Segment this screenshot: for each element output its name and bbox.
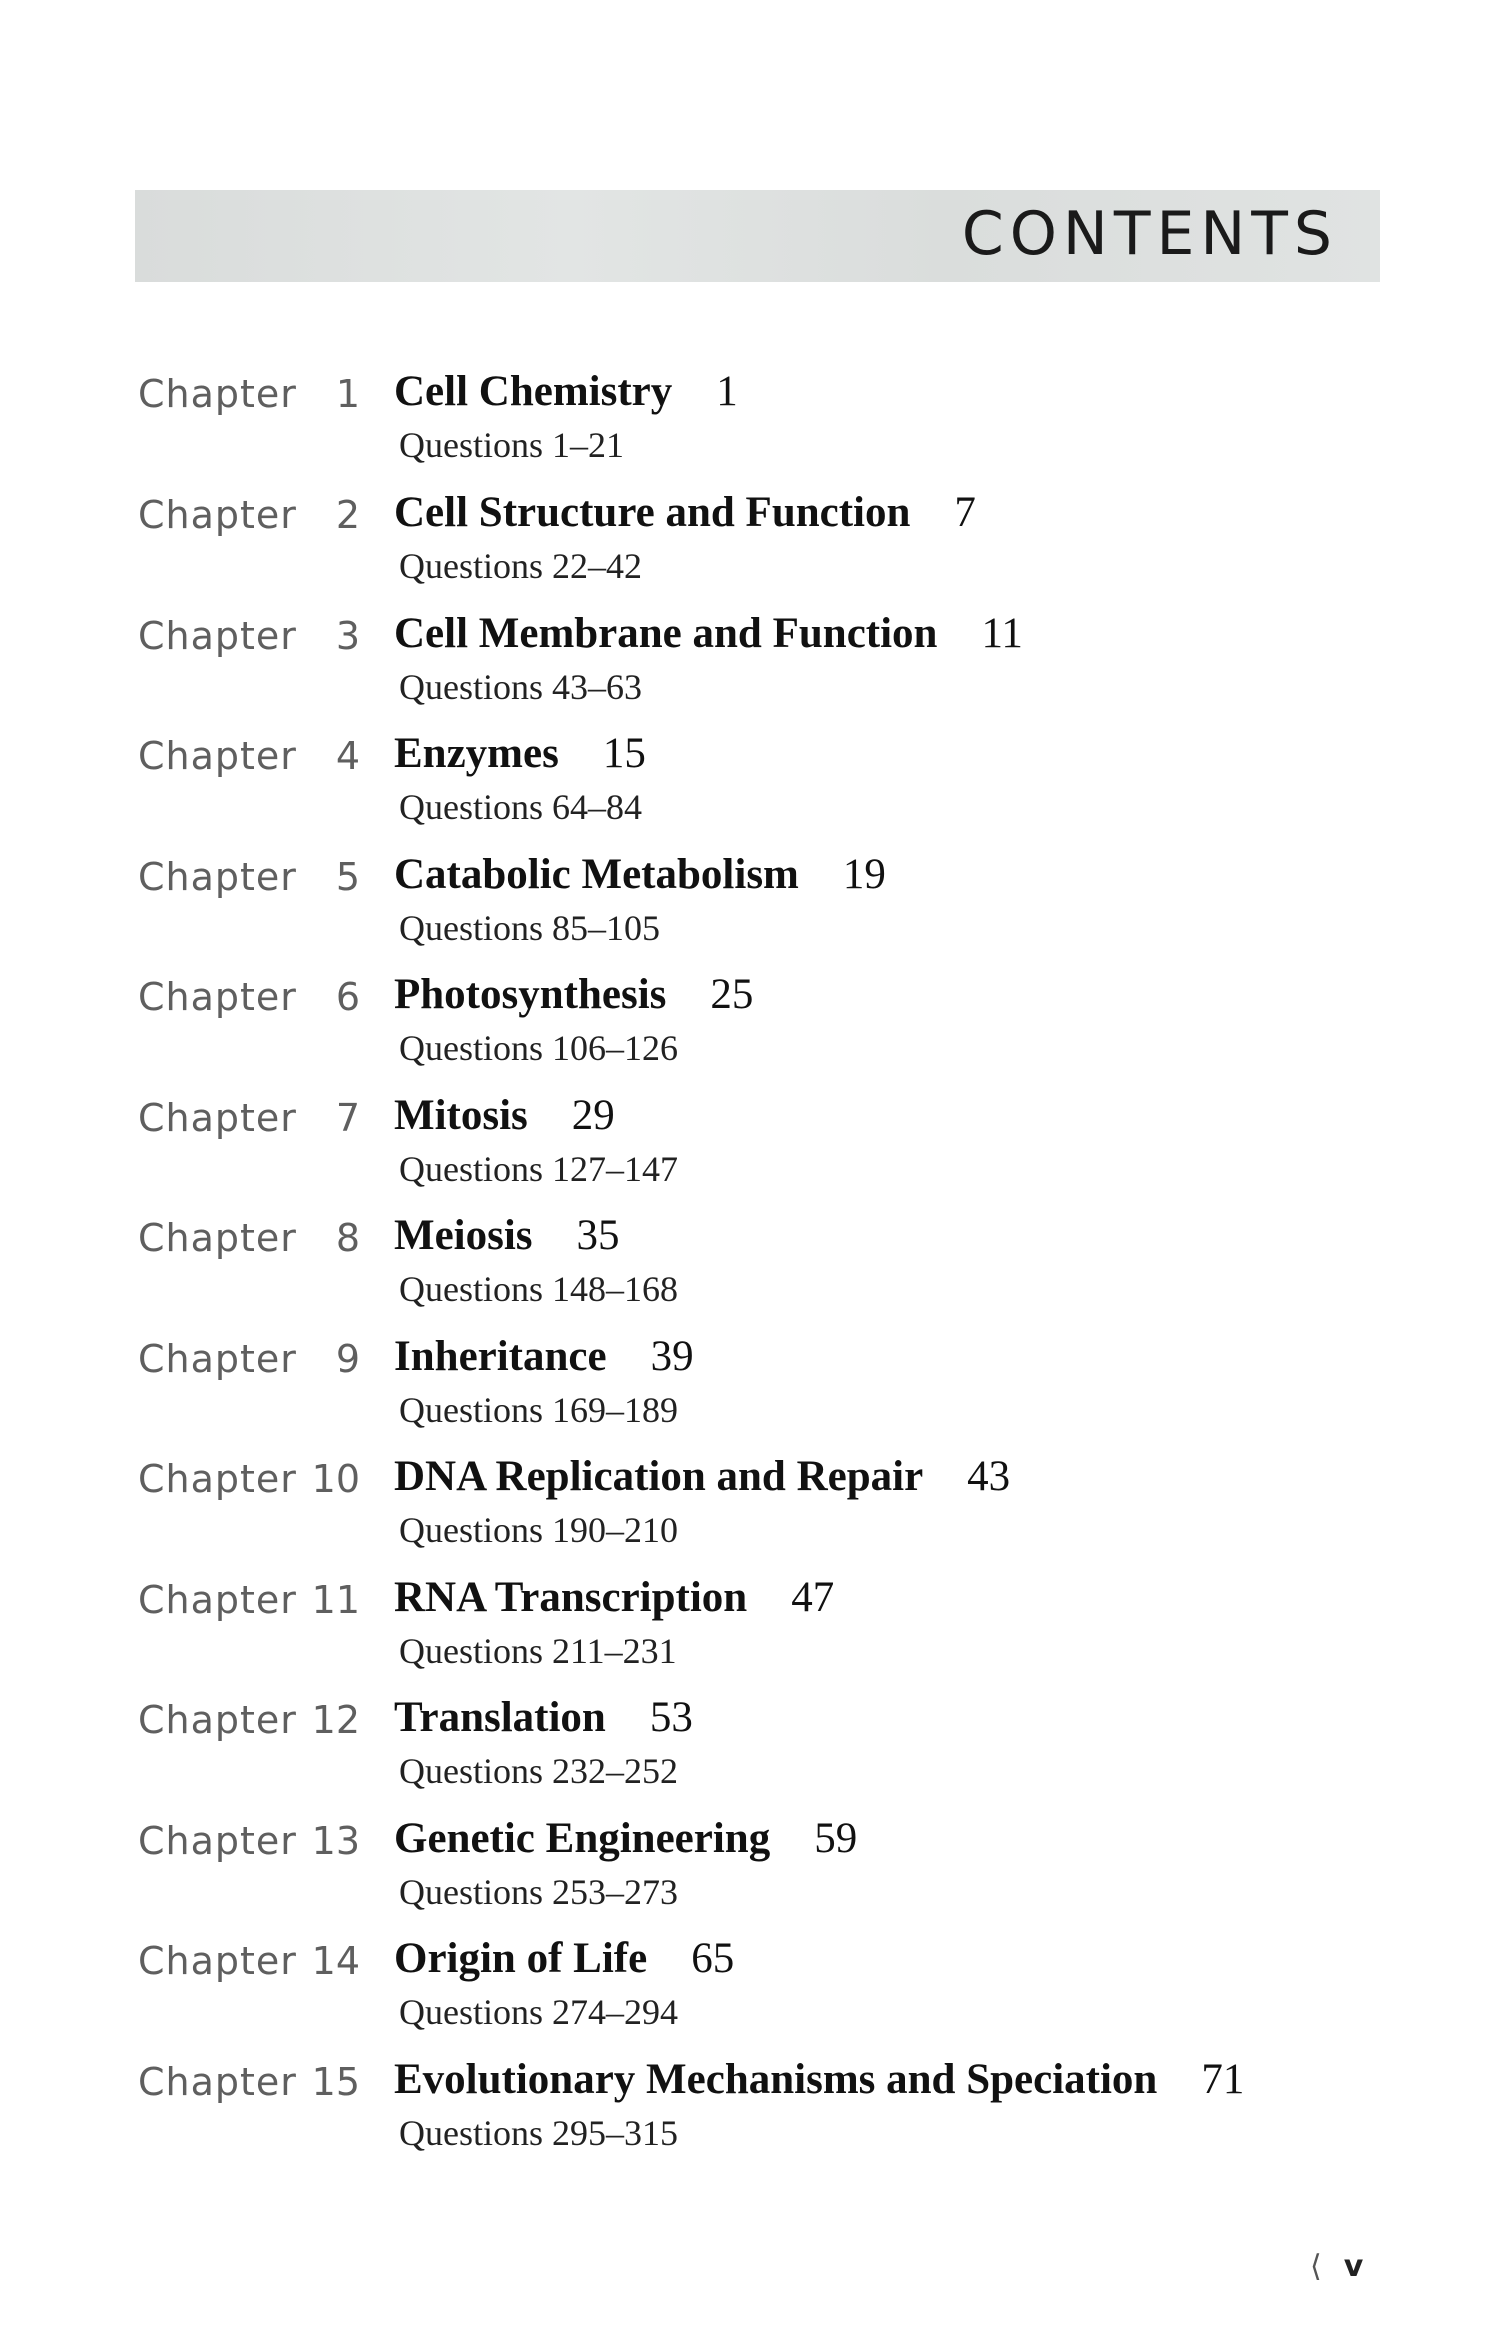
chapter-page-number: 7 <box>954 489 976 536</box>
chapter-page-number: 19 <box>842 851 886 898</box>
toc-entry <box>0 610 1500 724</box>
chapter-label: Chapter <box>138 614 297 658</box>
chapter-title-line <box>394 608 1023 660</box>
chapter-number: 12 <box>311 1698 360 1742</box>
chapter-label: Chapter <box>138 1216 297 1260</box>
chapter-page-number: 11 <box>981 610 1023 657</box>
toc-entry <box>0 2056 1500 2170</box>
chapter-number: 7 <box>335 1096 360 1140</box>
chapter-label: Chapter <box>138 975 297 1019</box>
toc-entry <box>0 971 1500 1085</box>
question-range: Questions 232–252 <box>399 1751 678 1791</box>
chapter-number: 6 <box>335 975 360 1019</box>
question-range: Questions 22–42 <box>399 546 642 586</box>
toc-entry <box>0 1092 1500 1206</box>
chapter-title-line <box>394 1572 834 1624</box>
question-range: Questions 190–210 <box>399 1510 678 1550</box>
chapter-page-number: 47 <box>791 1574 835 1621</box>
toc-entry <box>0 1212 1500 1326</box>
chapter-title: Inheritance <box>394 1333 607 1380</box>
question-range: Questions 106–126 <box>399 1028 678 1068</box>
toc-entry <box>0 1333 1500 1447</box>
chapter-number: 11 <box>311 1578 360 1622</box>
chapter-page-number: 15 <box>602 730 646 777</box>
chapter-number: 13 <box>311 1819 360 1863</box>
toc-entry <box>0 1694 1500 1808</box>
chapter-label: Chapter <box>138 1939 297 1983</box>
chapter-title-line <box>394 366 738 418</box>
chapter-page-number: 1 <box>716 368 738 415</box>
chapter-number: 10 <box>311 1457 360 1501</box>
chapter-label: Chapter <box>138 1337 297 1381</box>
chapter-title: Cell Chemistry <box>394 368 673 415</box>
toc-entry <box>0 368 1500 482</box>
toc-entry <box>0 1935 1500 2049</box>
chapter-page-number: 53 <box>649 1694 693 1741</box>
chapter-title: Cell Membrane and Function <box>394 610 938 657</box>
chapter-title-line <box>394 1090 615 1142</box>
chapter-title: Cell Structure and Function <box>394 489 911 536</box>
chapter-title: Catabolic Metabolism <box>394 851 799 898</box>
contents-header-band <box>135 190 1380 282</box>
chapter-title: Genetic Engineering <box>394 1815 771 1862</box>
chapter-title-line <box>394 1451 1010 1503</box>
question-range: Questions 253–273 <box>399 1872 678 1912</box>
chapter-title-line <box>394 1331 694 1383</box>
chapter-title: DNA Replication and Repair <box>394 1453 924 1500</box>
chapter-title-line <box>394 1813 857 1865</box>
question-range: Questions 148–168 <box>399 1269 678 1309</box>
question-range: Questions 211–231 <box>399 1631 677 1671</box>
chapter-label: Chapter <box>138 2060 297 2104</box>
chapter-number: 9 <box>335 1337 360 1381</box>
chapter-page-number: 39 <box>650 1333 694 1380</box>
chapter-label: Chapter <box>138 493 297 537</box>
chapter-title: Meiosis <box>394 1212 533 1259</box>
chapter-title-line <box>394 2054 1244 2106</box>
chapter-label: Chapter <box>138 855 297 899</box>
chapter-label: Chapter <box>138 372 297 416</box>
page-title: CONTENTS <box>961 199 1338 269</box>
question-range: Questions 274–294 <box>399 1992 678 2032</box>
chapter-page-number: 43 <box>967 1453 1011 1500</box>
chapter-title: Origin of Life <box>394 1935 648 1982</box>
chapter-title-line <box>394 1210 620 1262</box>
chapter-label: Chapter <box>138 1457 297 1501</box>
question-range: Questions 85–105 <box>399 908 660 948</box>
question-range: Questions 169–189 <box>399 1390 678 1430</box>
question-range: Questions 1–21 <box>399 425 624 465</box>
chapter-number: 4 <box>335 734 360 778</box>
chapter-label: Chapter <box>138 1698 297 1742</box>
chapter-number: 15 <box>311 2060 360 2104</box>
chapter-page-number: 29 <box>571 1092 615 1139</box>
chapter-label: Chapter <box>138 1819 297 1863</box>
chapter-title: Mitosis <box>394 1092 528 1139</box>
question-range: Questions 295–315 <box>399 2113 678 2153</box>
toc-entry <box>0 1815 1500 1929</box>
chapter-page-number: 25 <box>710 971 754 1018</box>
chapter-title: Enzymes <box>394 730 559 777</box>
page-folio <box>1310 2249 1364 2284</box>
chapter-number: 14 <box>311 1939 360 1983</box>
toc-entry <box>0 1574 1500 1688</box>
chapter-title: RNA Transcription <box>394 1574 748 1621</box>
chapter-page-number: 71 <box>1201 2056 1245 2103</box>
chapter-title-line <box>394 487 976 539</box>
chapter-page-number: 35 <box>576 1212 620 1259</box>
chapter-title-line <box>394 728 646 780</box>
chapter-label: Chapter <box>138 1096 297 1140</box>
chapter-page-number: 59 <box>814 1815 858 1862</box>
chapter-page-number: 65 <box>691 1935 735 1982</box>
chapter-title-line <box>394 1933 734 1985</box>
chapter-number: 2 <box>335 493 360 537</box>
toc-entry <box>0 851 1500 965</box>
chapter-number: 5 <box>335 855 360 899</box>
chapter-title: Translation <box>394 1694 606 1741</box>
toc-entry <box>0 730 1500 844</box>
toc-entry <box>0 489 1500 603</box>
chapter-number: 3 <box>335 614 360 658</box>
question-range: Questions 43–63 <box>399 667 642 707</box>
chapter-number: 8 <box>335 1216 360 1260</box>
chapter-title-line <box>394 1692 693 1744</box>
page-number: v <box>1343 2249 1364 2284</box>
chapter-number: 1 <box>335 372 360 416</box>
toc-entry <box>0 1453 1500 1567</box>
chapter-title-line <box>394 969 753 1021</box>
chapter-label: Chapter <box>138 1578 297 1622</box>
chapter-title-line <box>394 849 886 901</box>
chapter-title: Evolutionary Mechanisms and Speciation <box>394 2056 1158 2103</box>
folio-mark-icon: ⟨ <box>1310 2249 1322 2284</box>
question-range: Questions 127–147 <box>399 1149 678 1189</box>
chapter-label: Chapter <box>138 734 297 778</box>
question-range: Questions 64–84 <box>399 787 642 827</box>
chapter-title: Photosynthesis <box>394 971 667 1018</box>
